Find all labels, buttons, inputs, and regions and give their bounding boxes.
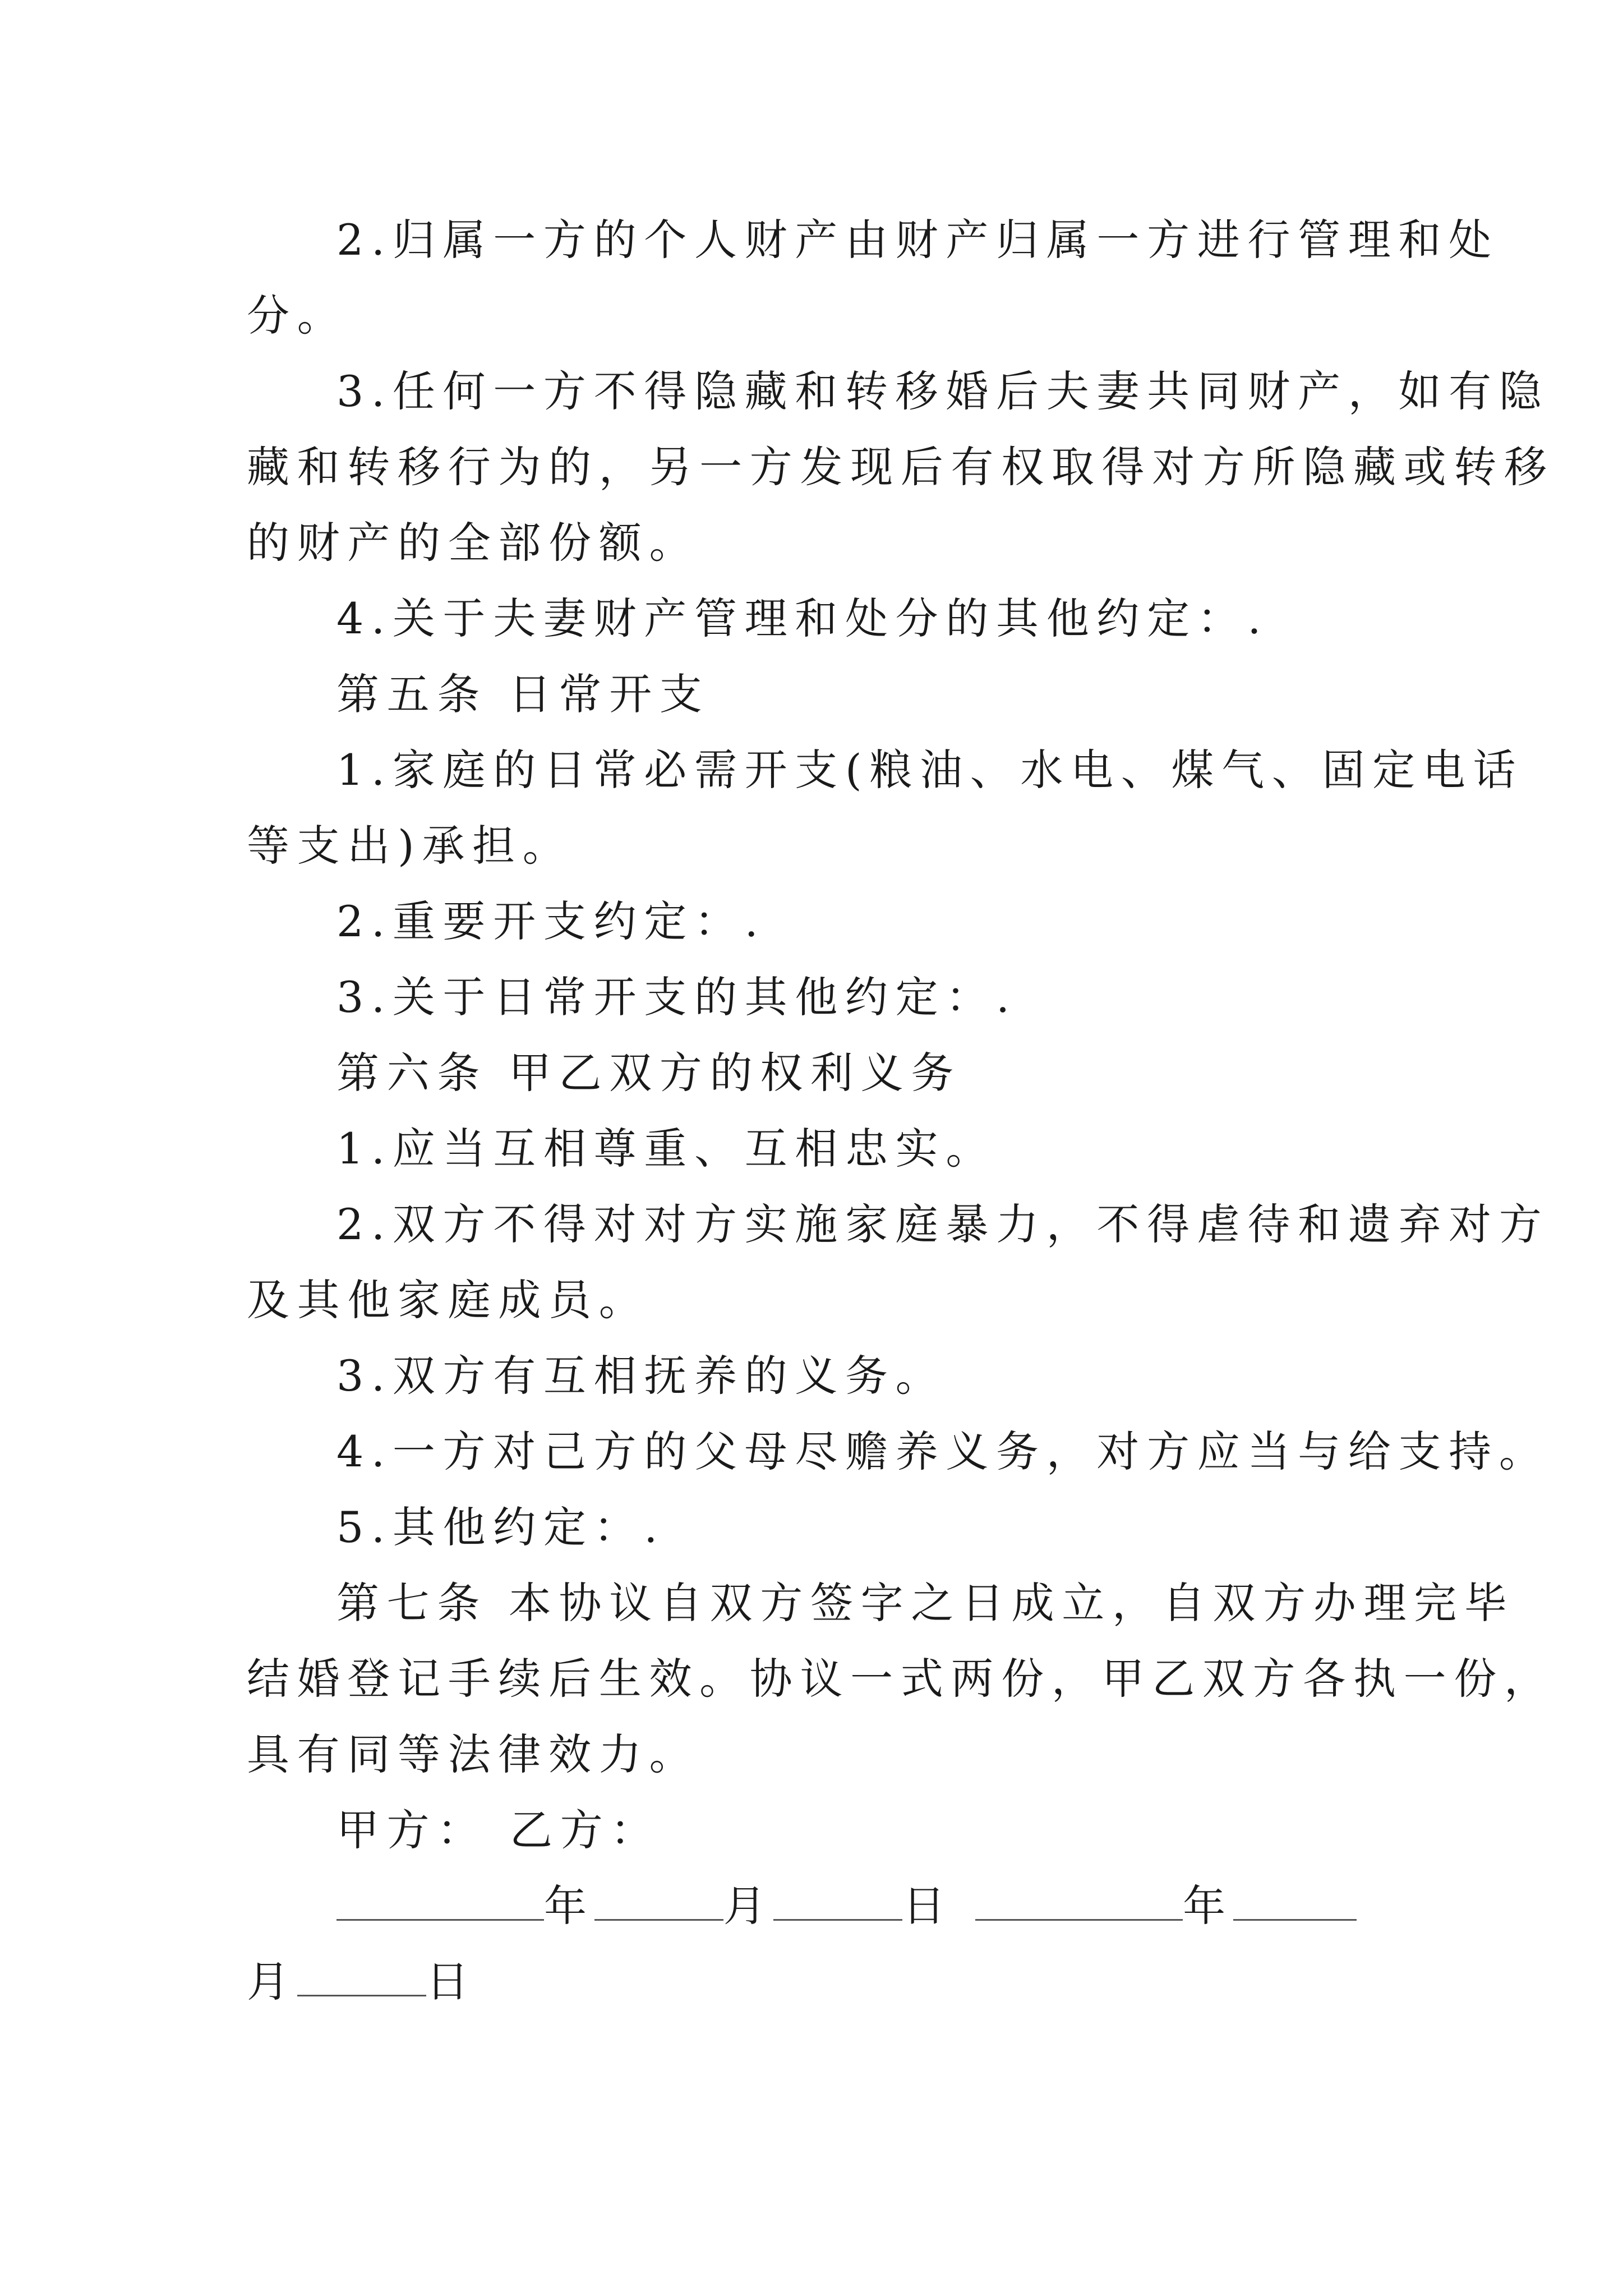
article-heading: 第五条 日常开支 [336,669,710,719]
clause-line: 3.关于日常开支的其他约定：. [336,972,1017,1022]
signature-line [247,1792,1380,1868]
clause-line: 3.双方有互相抚养的义务。 [336,1351,946,1401]
article-heading: 第七条 本协议自双方签字之日成立，自双方办理完毕 [336,1578,1515,1628]
month-blank-a[interactable] [594,1880,723,1921]
clause-line: 3.任何一方不得隐藏和转移婚后夫妻共同财产，如有隐 [336,366,1550,416]
clause-line: 的财产的全部份额。 [247,518,700,568]
year-label: 年 [544,1881,594,1931]
day-blank-a[interactable] [773,1880,902,1921]
document-body [247,202,1555,2019]
day-label: 日 [426,1957,477,2007]
year-blank-a[interactable] [336,1880,544,1921]
clause-line: 2.归属一方的个人财产由财产归属一方进行管理和处 [336,215,1499,265]
clause-line: 4.一方对己方的父母尽赡养义务，对方应当与给支持。 [336,1427,1550,1476]
clause-line: 2.重要开支约定：. [336,896,766,946]
clause-line: 结婚登记手续后生效。协议一式两份，甲乙双方各执一份， [247,1654,1555,1704]
clause-line: 具有同等法律效力。 [247,1729,700,1779]
party-b-label: 乙方： [510,1805,661,1855]
party-a-label: 甲方： [336,1805,488,1855]
clause-line: 5.其他约定：. [336,1502,666,1552]
clause-line: 分。 [247,291,348,341]
month-label: 月 [247,1957,297,2007]
clause-line: 等支出)承担。 [247,821,573,871]
clause-line: 4.关于夫妻财产管理和处分的其他约定：. [336,593,1269,643]
year-blank-b[interactable] [975,1880,1183,1921]
year-label: 年 [1183,1881,1233,1931]
clause-line: 2.双方不得对对方实施家庭暴力，不得虐待和遗弃对方 [336,1199,1550,1249]
date-line [247,1868,1380,1944]
day-label: 日 [902,1881,953,1931]
day-blank-b[interactable] [297,1955,426,1996]
clause-line: 1.家庭的日常必需开支(粮油、水电、煤气、固定电话 [336,745,1524,795]
clause-line: 藏和转移行为的，另一方发现后有权取得对方所隐藏或转移 [247,442,1555,492]
month-blank-b[interactable] [1233,1880,1357,1921]
clause-line: 及其他家庭成员。 [247,1275,649,1325]
month-label: 月 [723,1881,774,1931]
date-line-continued [247,1944,1380,2019]
clause-line: 1.应当互相尊重、互相忠实。 [336,1124,997,1174]
article-heading: 第六条 甲乙双方的权利义务 [336,1048,961,1098]
